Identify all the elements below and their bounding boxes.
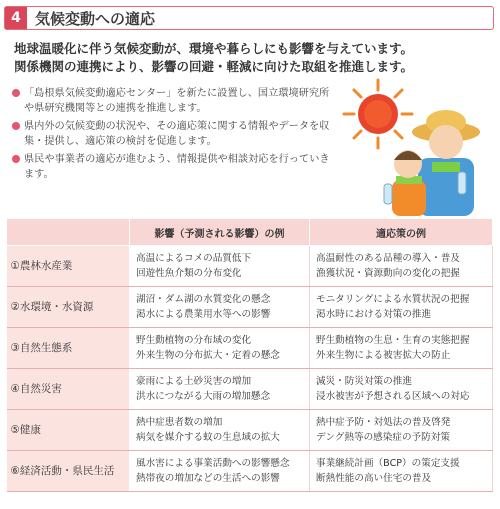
measure-line: 漁獲状況・資源動向の変化の把握 <box>316 268 460 279</box>
measure-cell <box>310 410 493 451</box>
category-cell: ①農林水産業 <box>7 246 130 287</box>
table-row <box>7 328 493 369</box>
table-header-measures: 適応策の例 <box>310 219 493 246</box>
impact-line: 熱中症患者数の増加 <box>136 417 223 428</box>
table-row <box>7 287 493 328</box>
impact-line: 湖沼・ダム湖の水質変化の懸念 <box>136 294 271 305</box>
measure-line: 事業継続計画（BCP）の策定支援 <box>316 458 460 469</box>
impact-cell <box>130 287 310 328</box>
bullet-item: 県民や事業者の適応が進むよう、情報提供や相談対応を行っていきます。 <box>12 152 332 182</box>
measure-line: 断熱性能の高い住宅の普及 <box>316 473 432 484</box>
measure-line: 熱中症予防・対処法の普及啓発 <box>316 417 451 428</box>
lead-line: 関係機関の連携により、影響の回避・軽減に向けた取組を推進します。 <box>14 59 414 74</box>
impact-cell <box>130 328 310 369</box>
impact-cell <box>130 246 310 287</box>
table-row <box>7 369 493 410</box>
impact-line: 豪雨による土砂災害の増加 <box>136 376 252 387</box>
category-cell: ②水環境・水資源 <box>7 287 130 328</box>
measure-line: 野生動植物の生息・生育の実態把握 <box>316 335 470 346</box>
impact-table <box>6 218 493 492</box>
impact-line: 洪水につながる大雨の増加懸念 <box>136 391 271 402</box>
category-cell: ⑥経済活動・県民生活 <box>7 451 130 492</box>
category-cell: ⑤健康 <box>7 410 130 451</box>
impact-cell <box>130 451 310 492</box>
table-header-blank <box>7 219 130 246</box>
category-cell: ④自然災害 <box>7 369 130 410</box>
impact-line: 病気を媒介する蚊の生息域の拡大 <box>136 432 280 443</box>
measure-cell <box>310 287 493 328</box>
measure-cell <box>310 246 493 287</box>
measure-line: デング熱等の感染症の予防対策 <box>316 432 450 443</box>
table-row <box>7 246 493 287</box>
measure-line: モニタリングによる水質状況の把握 <box>316 294 470 305</box>
impact-line: 渇水による農業用水等への影響 <box>136 309 271 320</box>
table-row <box>7 451 493 492</box>
heat-illustration <box>340 76 490 216</box>
impact-line: 外来生物の分布拡大・定着の懸念 <box>136 350 280 361</box>
impact-cell <box>130 410 310 451</box>
section-header <box>4 6 494 30</box>
lead-text <box>14 40 494 76</box>
bullet-item: 「島根県気候変動適応センター」を新たに設置し、国立環境研究所や県研究機関等との連携を推進します。 <box>12 86 332 116</box>
bullet-list <box>12 86 332 185</box>
table-header-impacts: 影響（予測される影響）の例 <box>130 219 310 246</box>
measure-line: 渇水時における対策の推進 <box>316 309 432 320</box>
measure-line: 減災・防災対策の推進 <box>316 376 412 387</box>
impact-line: 風水害による事業活動への影響懸念 <box>136 458 290 469</box>
measure-line: 高温耐性のある品種の導入・普及 <box>316 253 460 264</box>
bullet-item: 県内外の気候変動の状況や、その適応策に関する情報やデータを収集・提供し、適応策の検討を促進します。 <box>12 119 332 149</box>
impact-line: 野生動植物の分布域の変化 <box>136 335 252 346</box>
category-cell: ③自然生態系 <box>7 328 130 369</box>
measure-cell <box>310 451 493 492</box>
lead-line: 地球温暖化に伴う気候変動が、環境や暮らしにも影響を与えています。 <box>14 41 414 56</box>
measure-line: 外来生物による被害拡大の防止 <box>316 350 451 361</box>
child-figure <box>384 150 426 216</box>
impact-line: 熱帯夜の増加などの生活への影響 <box>136 473 280 484</box>
sun-icon <box>344 80 412 148</box>
section-title: 気候変動への適応 <box>35 9 156 28</box>
impact-cell <box>130 369 310 410</box>
impact-line: 高温によるコメの品質低下 <box>136 253 252 264</box>
section-number: 4 <box>5 7 27 29</box>
impact-line: 回遊性魚介類の分布変化 <box>136 268 242 279</box>
table-row <box>7 410 493 451</box>
measure-line: 浸水被害が予想される区域への対応 <box>316 391 470 402</box>
measure-cell <box>310 369 493 410</box>
measure-cell <box>310 328 493 369</box>
